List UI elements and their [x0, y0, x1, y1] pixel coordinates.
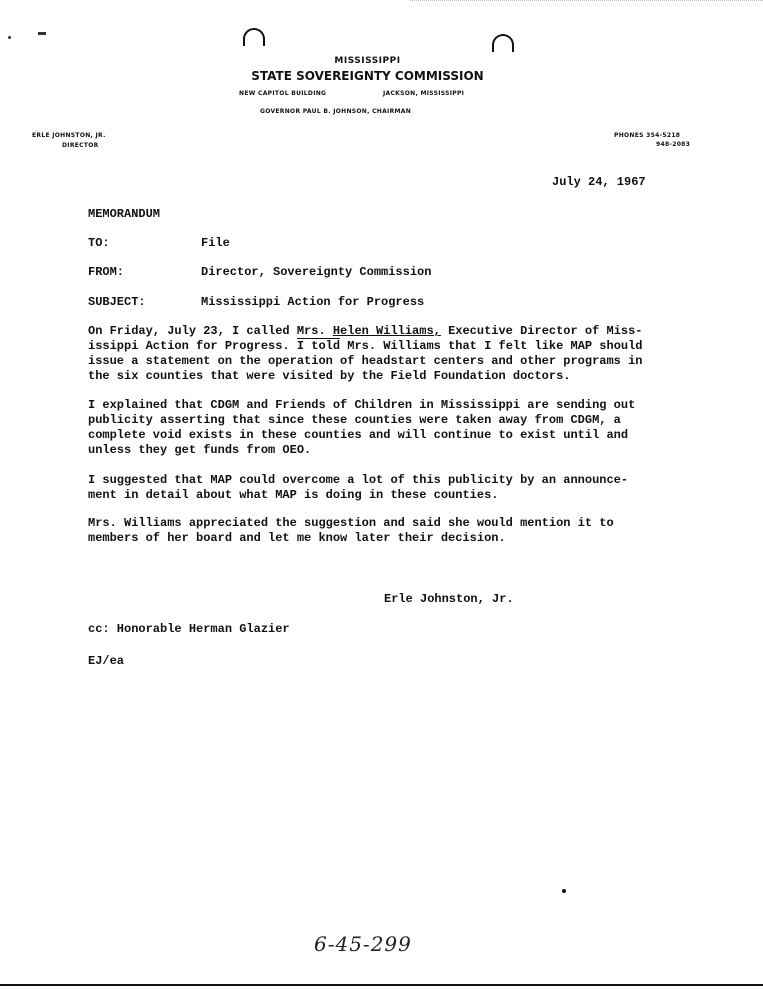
from-label: FROM:: [88, 265, 125, 279]
memo-heading: MEMORANDUM: [88, 207, 161, 221]
paragraph-line: I explained that CDGM and Friends of Children in Mississippi are sending out: [88, 398, 636, 412]
paragraph-line: publicity asserting that since these counties were taken away from CDGM, a: [88, 413, 621, 427]
letterhead-chairman: GOVERNOR PAUL B. JOHNSON, CHAIRMAN: [260, 108, 412, 115]
letterhead-city: JACKSON, MISSISSIPPI: [383, 90, 465, 97]
memo-date: July 24, 1967: [552, 175, 646, 189]
paragraph-4: [88, 516, 614, 546]
paragraph-2: [88, 398, 635, 458]
phone-number-2: 948-2083: [656, 141, 691, 148]
subject-label: SUBJECT:: [88, 295, 146, 309]
ink-dot: [562, 889, 566, 893]
subject-value: Mississippi Action for Progress: [201, 295, 425, 309]
paragraph-line: unless they get funds from OEO.: [88, 443, 312, 457]
underlined-name: Helen Williams,: [332, 324, 441, 338]
phone-number-1: 354-5218: [646, 132, 681, 139]
director-title: DIRECTOR: [62, 142, 99, 149]
paragraph-1: [88, 324, 643, 384]
punch-hole-right: [492, 34, 514, 52]
paragraph-line: complete void exists in these counties and will continue to exist until and: [88, 428, 629, 442]
to-label: TO:: [88, 236, 110, 250]
signature-name: Erle Johnston, Jr.: [384, 592, 514, 606]
paragraph-line: On Friday, July 23, I called Mrs. Helen Williams, Executive Director of Miss-: [88, 324, 643, 338]
paragraph-line: I suggested that MAP could overcome a lot of this publicity by an announce-: [88, 473, 629, 487]
overlined-phrase: I told: [296, 339, 341, 353]
cc-line: cc: Honorable Herman Glazier: [88, 622, 290, 636]
paragraph-line: issippi Action for Progress. I told Mrs. Williams that I felt like MAP should: [88, 339, 643, 353]
speck-mark: [8, 36, 11, 39]
director-name: ERLE JOHNSTON, JR.: [32, 132, 106, 139]
initials-line: EJ/ea: [88, 654, 125, 668]
paragraph-line: ment in detail about what MAP is doing in these counties.: [88, 488, 499, 502]
phones-label: PHONES: [614, 132, 644, 139]
paragraph-3: [88, 473, 628, 503]
paragraph-line: issue a statement on the operation of headstart centers and other programs in: [88, 354, 643, 368]
paragraph-line: the six counties that were visited by the Field Foundation doctors.: [88, 369, 571, 383]
punch-hole-left: [243, 28, 265, 46]
paragraph-line: Mrs. Williams appreciated the suggestion and said she would mention it to: [88, 516, 614, 530]
top-dotted-border: [410, 0, 763, 2]
to-value: File: [201, 236, 230, 250]
paragraph-line: members of her board and let me know later their decision.: [88, 531, 506, 545]
letterhead-commission: STATE SOVEREIGNTY COMMISSION: [251, 69, 484, 83]
speck-mark: [38, 32, 46, 35]
bottom-rule: [0, 984, 763, 986]
from-value: Director, Sovereignty Commission: [201, 265, 432, 279]
handwritten-file-number: 6-45-299: [314, 932, 412, 956]
letterhead-state: MISSISSIPPI: [334, 56, 401, 66]
letterhead-building: NEW CAPITOL BUILDING: [239, 90, 327, 97]
phones-line: [614, 132, 680, 139]
